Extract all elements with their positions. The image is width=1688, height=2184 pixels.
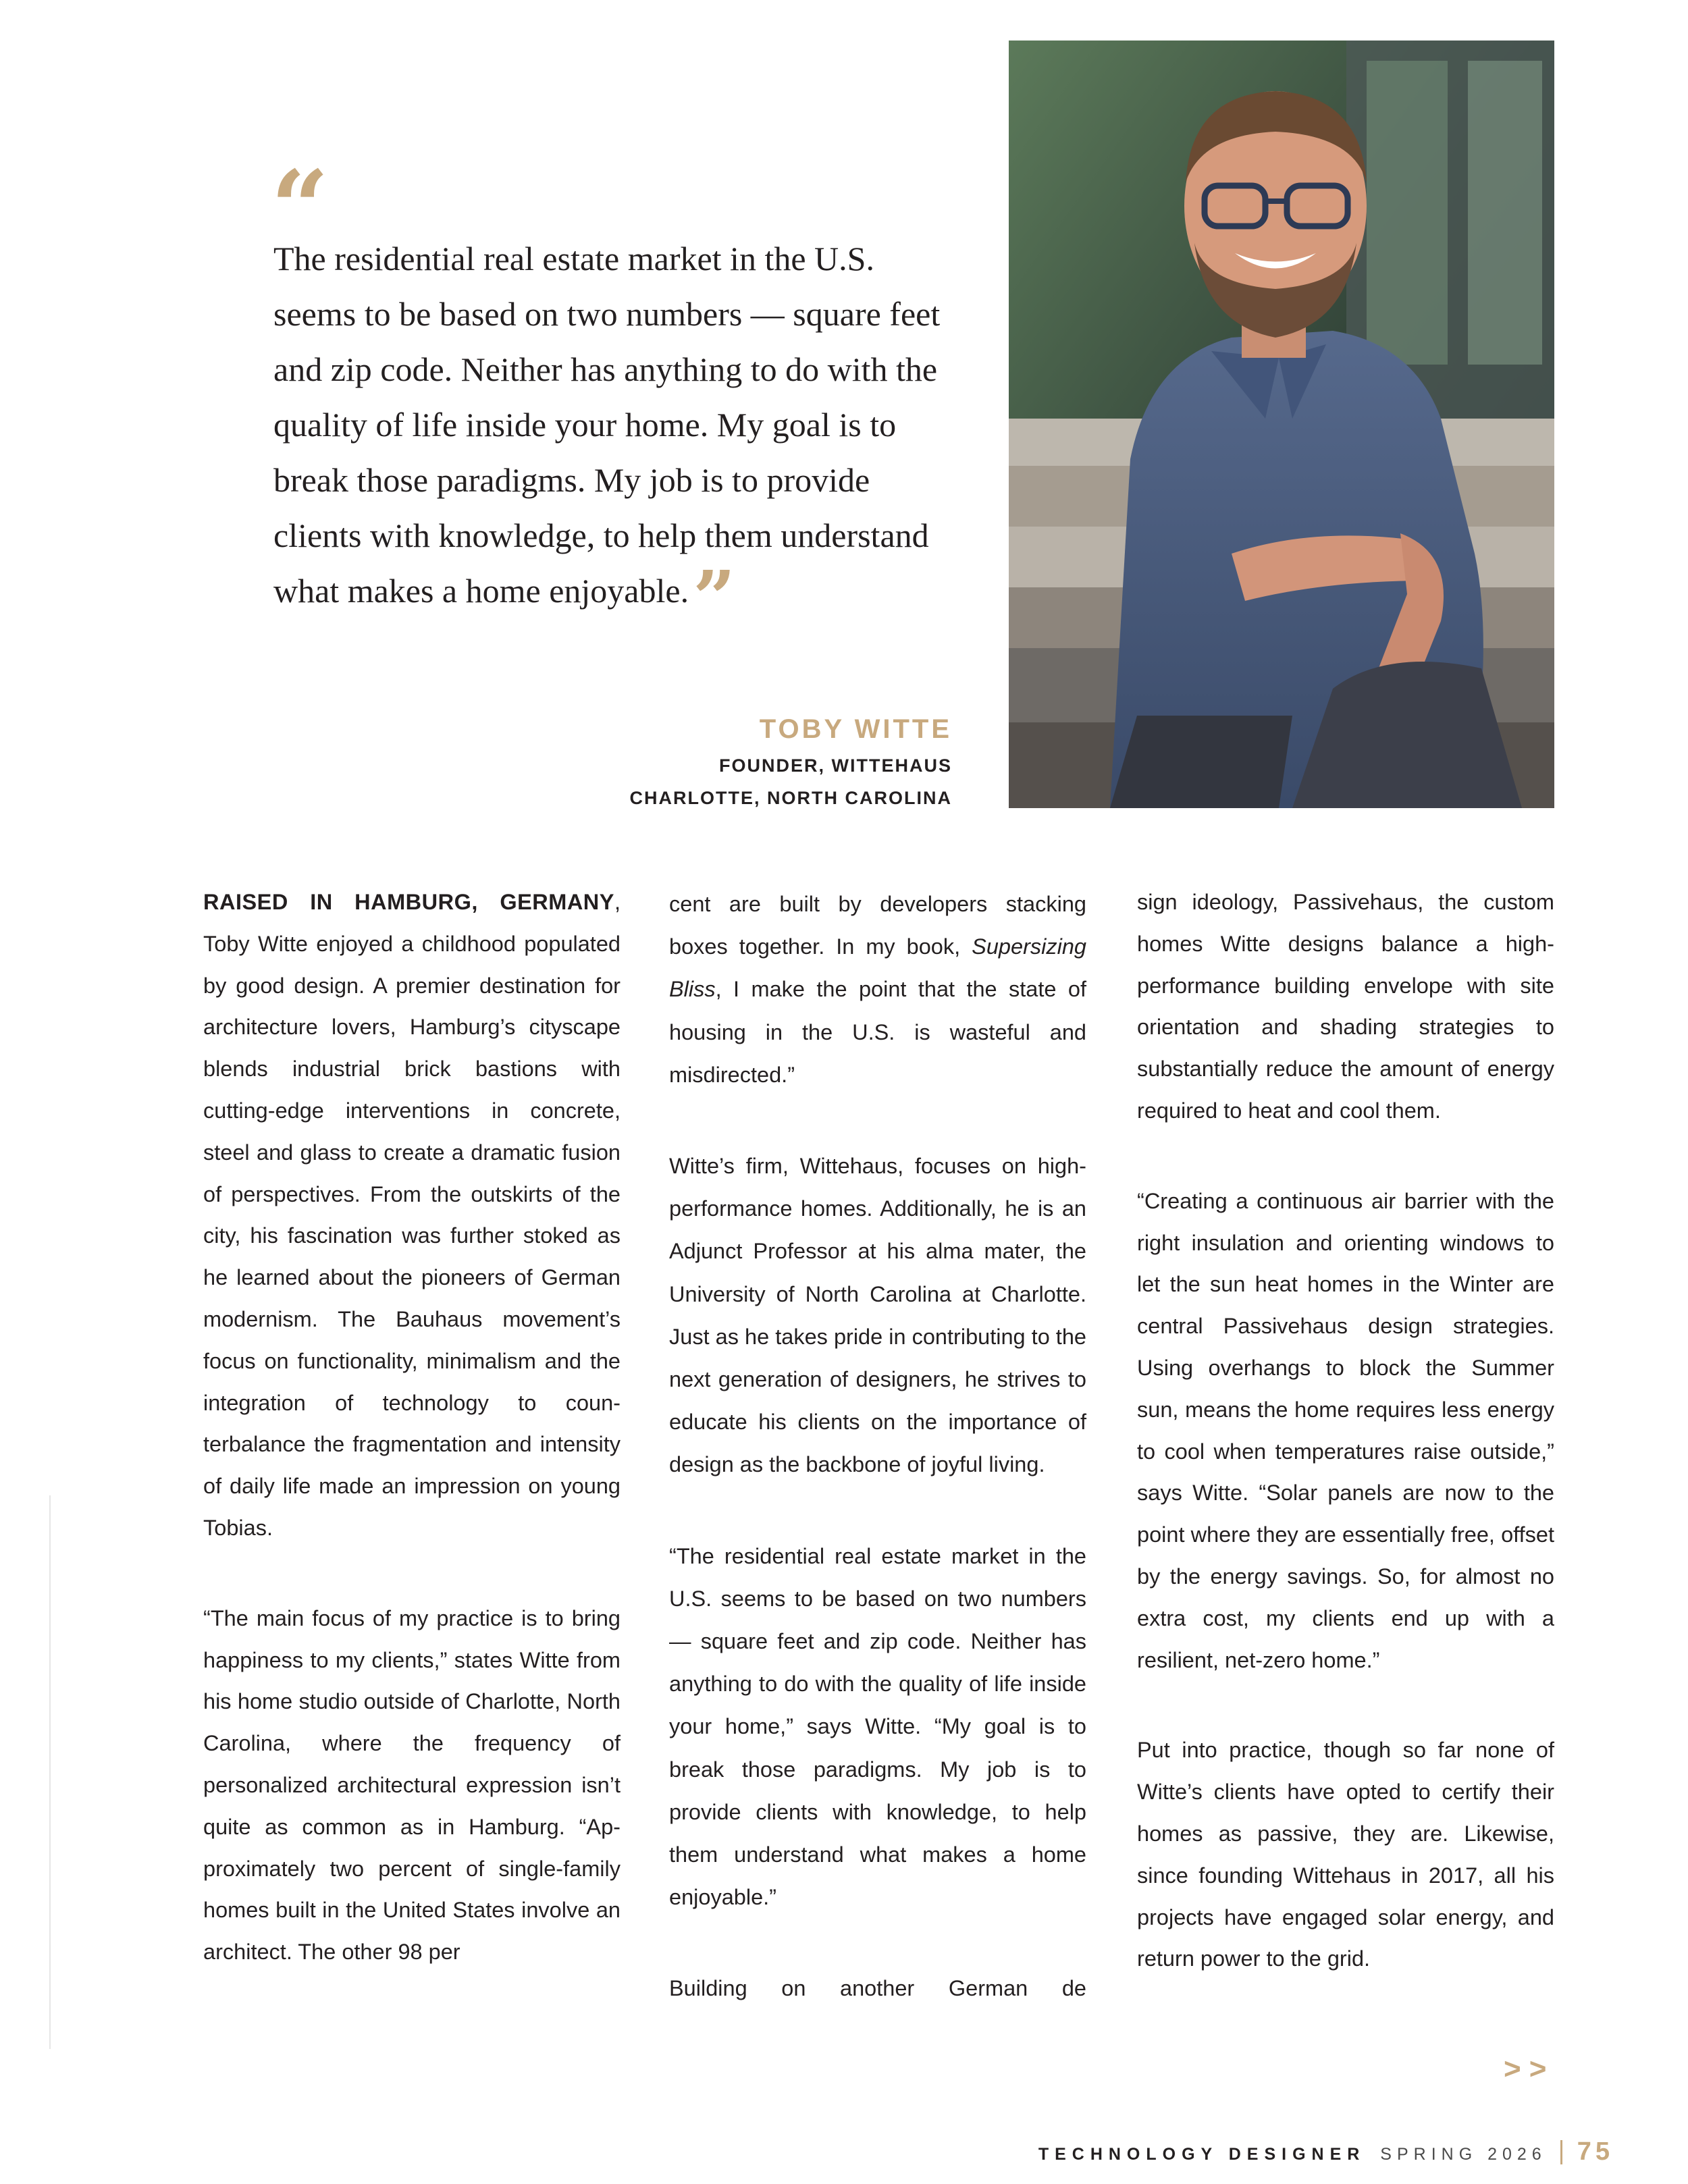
attribution-location: CHARLOTTE, NORTH CAROLINA	[629, 788, 952, 808]
article-column-2	[669, 883, 1086, 2010]
attribution-title: FOUNDER, WITTEHAUS	[719, 755, 952, 776]
portrait-photo	[1009, 41, 1554, 808]
pull-quote	[271, 149, 949, 641]
article-paragraph: Witte’s firm, Wittehaus, focuses on high-performance homes. Additionally, he is an Adjunct Professor at his alma mater, the University of North Carolina at Charlotte. Just as he takes pride in contributing to the next generation of designers, he strives to educate his clients on the importance of design as the backbone of joyful living.	[669, 1154, 1086, 1477]
article-column-1	[203, 882, 621, 1973]
article-paragraph	[203, 882, 621, 1549]
article-paragraph	[669, 883, 1086, 1096]
article-column-3	[1137, 882, 1554, 1980]
magazine-name: TECHNOLOGY DESIGNER	[1038, 2145, 1366, 2164]
article-paragraph: sign ideology, Passivehaus, the custom homes Witte designs balance a high-performance building envelope with site orientation and shading strategies to substantially reduce the amount of energy required to heat and cool them.	[1137, 890, 1554, 1123]
issue-label: SPRING 2026	[1380, 2145, 1547, 2164]
article-paragraph: Put into practice, though so far none of Witte’s clients have opted to certify their homes as passive, they are. Likewise, since founding Wittehaus in 2017, all his projects have engaged solar energy, and return power to the grid.	[1137, 1738, 1554, 1971]
open-quote-icon: “	[271, 149, 329, 267]
book-title: Supersizing Bliss	[669, 934, 1086, 1002]
paragraph-text: , I make the point that the state of housing in the U.S. is wasteful and misdirected.”	[669, 977, 1086, 1087]
article-paragraph: “Creating a continuous air barrier with the right insulation and orienting windows to let the sun heat homes in the Winter are central Passivehaus design strategies. Using overhangs to block the Summer sun, means the home requires less energy to cool when temperatures raise outside,” says Witte. “Solar panels are now to the point where they are essentially free, offset by the energy savings. So, for almost no extra cost, my clients end up with a resilient, net-zero home.”	[1137, 1188, 1554, 1672]
paragraph-text: , Toby Witte enjoyed a childhood populated by good design. A premier destination for architecture lovers, Hamburg’s cityscape blends industrial brick bastions with cutting-edge interventions in concrete, steel and glass to create a dramatic fusion of perspectives. From the outskirts of the city, his fascination was further stoked as he learned about the pioneers of German modernism. The Bauhaus movement’s focus on functionality, minimalism and the integration of technology to counterbalance the fragmentation and intensity of daily life made an impression on young Tobias.	[203, 890, 621, 1540]
article-paragraph: “The main focus of my practice is to bring happiness to my clients,” states Witte from his home studio outside of Charlotte, North Carolina, where the frequency of personalized architectural expression isn’t quite as common as in Hamburg. “Approximately two percent of single-family homes built in the United States involve an architect. The other 98 per	[203, 1605, 621, 1965]
article-paragraph: Building on another German de	[669, 1976, 1086, 2001]
footer-divider	[1560, 2140, 1562, 2164]
close-quote-icon: ”	[693, 554, 736, 641]
page-footer	[1038, 2137, 1614, 2166]
portrait-illustration	[1009, 41, 1554, 808]
page-number: 75	[1577, 2137, 1614, 2166]
attribution	[630, 709, 952, 814]
pull-quote-body: The residential real estate market in the U.S. seems to be based on two numbers — square feet and zip code. Neither has anything to do with the quality of life inside your home. My goal is to break those paradigms. My job is to provide clients with knowledge, to help them understand what makes a home enjoyable.	[273, 240, 941, 610]
attribution-name: TOBY WITTE	[759, 714, 952, 744]
pull-quote-text	[273, 231, 949, 641]
lead-in: RAISED IN HAMBURG, GERMANY	[203, 890, 614, 914]
page-edge-line	[49, 1495, 51, 2049]
article-paragraph: “The residential real estate market in the U.S. seems to be based on two numbers — square feet and zip code. Neither has anything to do with the quality of life inside your home,” says Witte. “My goal is to break those paradigms. My job is to provide clients with knowledge, to help them understand what makes a home enjoyable.”	[669, 1543, 1086, 1910]
paragraph-text: cent are built by developers stacking boxes together. In my book,	[669, 892, 1086, 959]
continue-arrow-icon: >>	[1504, 2052, 1555, 2085]
